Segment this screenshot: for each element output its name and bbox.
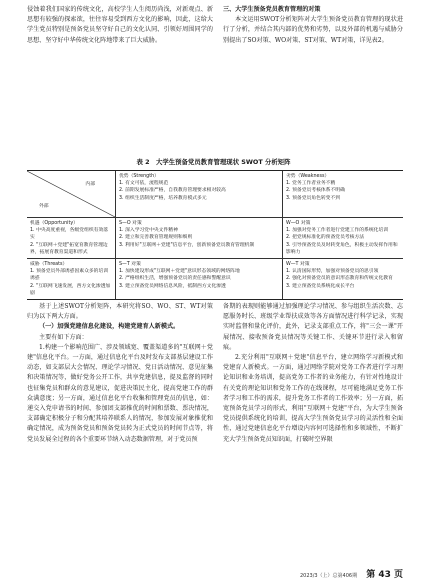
table-caption: 表 2 大学生预备党员教育管理现状 SWOT 分析矩阵 [136,158,291,166]
section-heading: 三、大学生预备党员教育管理的对策 [223,6,321,13]
cell-item: 3. 利用好"互联网＋党建"信息平台，创新预备党员教育管理机制 [119,242,255,248]
wo-cell [283,218,404,259]
paragraph: 备期的表现则能够通过加强理论学习情况、参与组织生活次数、志愿服务时长、班级学业帮扶成效等各方面情况进行科学记录，实现实时监督和量化评价，此外，记录支部重点工作，将"三会一课"开展情况、接收预备党员情况等关键工作、关键环节进行录入和留痕。 [223,303,403,351]
corner-label-outer: 外部 [39,204,49,209]
cell-item: 1. 有文可依，流程规范 [119,181,169,187]
swot-table [27,170,403,300]
cell-title: 机遇（Opportunity） [30,221,78,226]
cell-title: S—O 对策 [119,221,142,226]
cell-item: 1. 中央高度重视，各级党组织有效落实 [30,228,109,241]
table-row [27,259,403,300]
paragraph: 2.充分利用"互联网＋党建"信息平台，建立网络学习新模式和党建育人新模式。一方面，通过网络学院对党务工作者进行学习理论知识和业务培训，提高党务工作者的业务能力，有针对性地设计有关党的理论知识和党务工作的在线课程，尽可能地满足党务工作者学习和工作的需求，提升党务工作者的工作效率；另一方面，拓宽预备党员学习的形式，利用"互联网＋党建"平台，为大学生预备党员提供系统化的培训，提高大学生预备党员学习的灵活性和全面性，通过党建信息化平台增设内容何可选择性和多领域性，不断扩充大学生预备党员知识面，打破时空界限 [223,354,403,443]
table-corner-cell [27,171,116,218]
cell-item: 2. 预备党员考核体系不明确 [286,188,345,194]
cell-item: 1. 加快建设形成"互联网＋党建"意识形态领域的网络阵地 [119,269,240,275]
cell-title: 劣势（Weakness） [286,174,330,179]
cell-item: 1. 加强对党务工作者进行党建工作的系统化培训 [286,228,389,234]
table-row [27,218,403,259]
cell-item: 3. 组织生活制度严格，培养教育模式多元 [119,195,207,201]
left-column-bottom [27,302,213,445]
cell-item: 2. "互联网飞速发展，西方文化渗透加剧 [30,283,111,296]
table-row [27,171,403,218]
cell-item: 2. "互联网＋党建"拓宽育教育管理边界，拓展育教育渠道和形式 [30,242,108,255]
cell-title: S—T 对策 [119,262,141,268]
opportunity-cell [27,218,116,259]
cell-item: 2. 建立和完善教育管理规则和细则 [119,235,193,241]
cell-item: 2. 强化对预备党员的意识形态教育和传统文化教育 [286,276,393,282]
right-column-bottom [223,302,403,445]
cell-item: 2. 严格组织生活，增强预备党员的责任感和警醒意识 [119,276,231,282]
page-footer [300,562,403,581]
cell-item: 1. 党务工作者业务不精 [286,181,336,187]
cell-title: 威胁（Threats） [30,262,68,268]
cell-item: 3. 建立预备党员网络信息风险，抵制西方文化渗透 [119,283,226,289]
cell-title: 优势（Strength） [119,174,159,179]
cell-item: 3. 引导预备党员及时转变角色，积极主动发挥作用和影响力 [286,242,398,255]
paragraph: 侵蚀着我们国家的传统文化，高校学生人生阅历尚浅，对新观点、新思想有较强的探索欲，往往容易受到西方文化的影响，因此，这给大学生党员特别是预备党员坚守好自己的文化认同、引领好周围同学的思想、坚守好中华传统文化阵地带来了巨大威胁。 [27,6,213,44]
cell-item: 2. 把党规标准化的预备党员考核方法 [286,235,365,241]
weakness-cell [283,171,404,218]
corner-label-inner: 内部 [85,182,95,187]
strength-cell [116,171,283,218]
cell-item: 1. 认清国际形势，加强对预备党员的思引领 [286,269,379,275]
right-column-top [223,5,403,46]
wt-cell [283,259,404,300]
so-cell [116,218,283,259]
cell-title: W—T 对策 [286,262,310,268]
paragraph: 1.构建一个影响范围广、涉及领域宽、覆盖渠道多的"互联网＋党建"信息化平台。一方面，通过信息化平台及时发布支部基层建设工作动态，如支部层大会情况、理论学习情况、党日活动情况、意见征集和决策情况等，做好党务公开工作，共享党建信息，提及监督的同时也征集党员和群众的意见建议，促进决策民主化，提高党建工作的群众满意度；另一方面，通过信息化平台收集和管理党员的信息，如：递交入党申请书的时间、参加团支部推优的时间和票数、票决情况，支部确定积极分子和分配其培养联系人的情况，参加发展对象推优和确定情况，成为预备党员和预备党员转为正式党员的时间节点等，将党员发展全过程的各个重要环节纳入动态数据管理，对于党员预 [27,343,213,443]
issue-info: 2023/3（上）总第406期 [299,573,358,579]
cell-item: 3. 预备党员角色转变不到 [286,195,341,201]
st-cell [116,259,283,300]
page-number: 第 43 页 [366,570,403,580]
threat-cell [27,259,116,300]
paragraph: 本文运用SWOT分析矩阵对大学生预备党员教育管理的现状进行了分析，并结合其内部的优势和劣势，以及外部的机遇与威胁分别提出了SO对策、WO对策、ST对策、WT对策，详见表2。 [223,16,403,44]
cell-title: W—O 对策 [286,221,311,226]
cell-item: 2. 前期发展标准严格，自我教育管理要求相对较高 [119,188,226,194]
left-column-top [27,5,213,46]
sub-heading: （一）加强党建信息化建设，构建党建育人新模式。 [39,323,180,331]
cell-item: 3. 建立预备党员系统化成长平台 [286,283,355,289]
cell-item: 1. 预备党员外部诱惑因素众多的培训诱惑 [30,269,109,282]
cell-item: 1. 深入学习党中央文件精神 [119,228,178,234]
paragraph: 主要有如下方面： [39,333,88,341]
paragraph: 基于上述SWOT分析矩阵，本研究将SO、WO、ST、WT对策归为以下两大方面。 [27,303,213,321]
